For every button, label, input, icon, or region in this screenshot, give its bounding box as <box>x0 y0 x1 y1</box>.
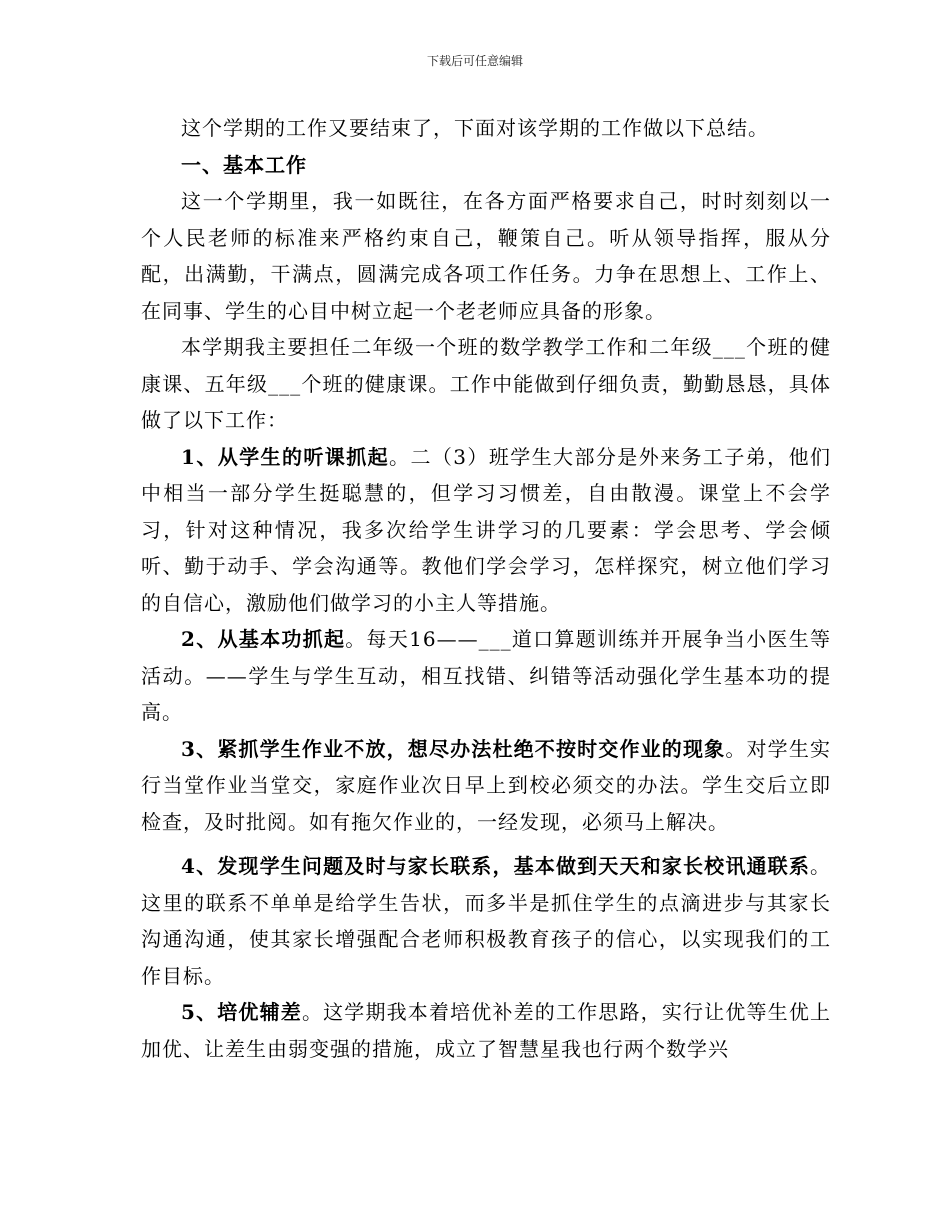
item-4-body: 。这里的联系不单单是给学生告状，而多半是抓住学生的点滴进步与其家长沟通沟通，使其家长增强配合老师积极教育孩子的信心，以实现我们的工作目标。 <box>141 854 831 988</box>
item-4-title: 4、发现学生问题及时与家长联系，基本做到天天和家长校讯通联系 <box>181 854 810 878</box>
item-5 <box>141 994 831 1067</box>
item-2-title: 2、从基本功抓起 <box>181 627 346 651</box>
document-body <box>141 110 831 1067</box>
paragraph-2: 本学期我主要担任二年级一个班的数学教学工作和二年级___个班的健康课、五年级___个班的健康课。工作中能做到仔细负责，勤勤恳恳，具体做了以下工作： <box>141 335 831 432</box>
paragraph-1: 这一个学期里，我一如既往，在各方面严格要求自己，时时刻刻以一个人民老师的标准来严格约束自己，鞭策自己。听从领导指挥，服从分配，出满勤，干满点，圆满完成各项工作任务。力争在思想上、工作上、在同事、学生的心目中树立起一个老老师应具备的形象。 <box>141 189 831 323</box>
page-header: 下载后可任意编辑 <box>426 54 523 68</box>
item-2-body: 。每天16——___道口算题训练并开展争当小医生等活动。——学生与学生互动，相互找错、纠错等活动强化学生基本功的提高。 <box>141 627 831 724</box>
item-1 <box>141 439 831 622</box>
item-1-body: 。二（3）班学生大部分是外来务工子弟，他们中相当一部分学生挺聪慧的，但学习习惯差，自由散漫。课堂上不会学习，针对这种情况，我多次给学生讲学习的几要素：学会思考、学会倾听、勤于动手、学会沟通等。教他们学会学习，怎样探究，树立他们学习的自信心，激励他们做学习的小主人等措施。 <box>141 444 831 615</box>
item-3-body: 。对学生实行当堂作业当堂交，家庭作业次日早上到校必须交的办法。学生交后立即检查，及时批阅。如有拖欠作业的，一经发现，必须马上解决。 <box>141 736 832 834</box>
item-5-title: 5、培优辅差 <box>181 1000 302 1024</box>
item-4 <box>141 848 831 994</box>
section-heading-basic-work: 一、基本工作 <box>181 152 307 177</box>
item-3-title: 3、紧抓学生作业不放，想尽办法杜绝不按时交作业的现象 <box>181 736 726 761</box>
item-3 <box>141 731 831 841</box>
item-2 <box>141 621 831 731</box>
item-1-title: 1、从学生的听课抓起 <box>181 444 390 469</box>
item-5-body: 。这学期我本着培优补差的工作思路，实行让优等生优上加优、让差生由弱变强的措施，成立了智慧星我也行两个数学兴 <box>141 1000 831 1061</box>
intro-paragraph: 这个学期的工作又要结束了，下面对该学期的工作做以下总结。 <box>181 116 769 140</box>
